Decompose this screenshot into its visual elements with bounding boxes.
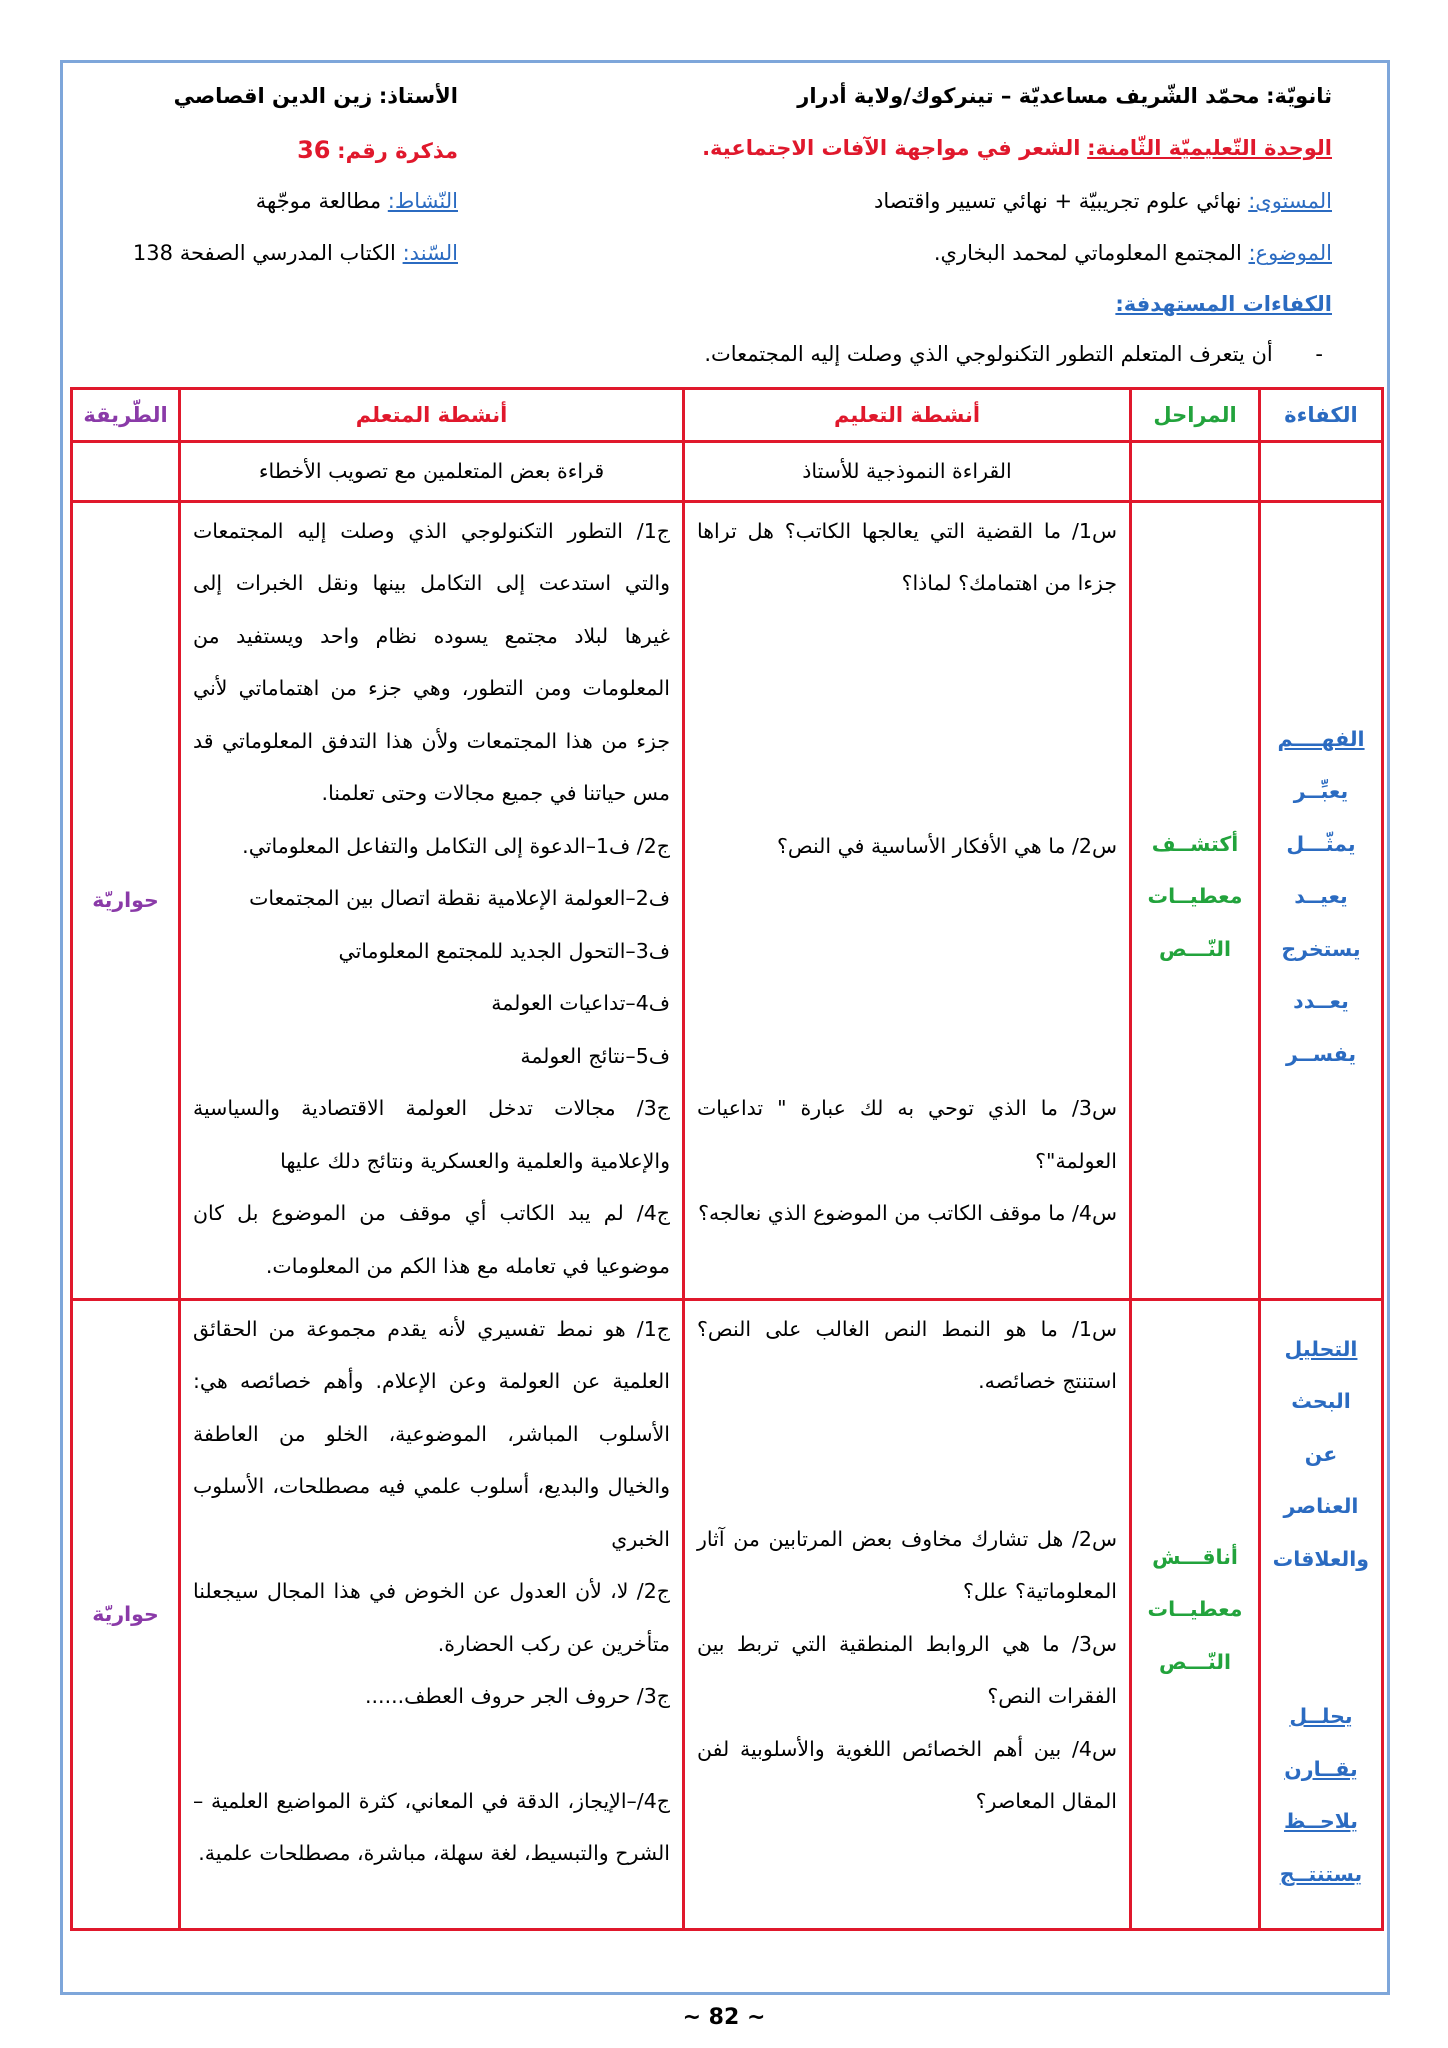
competencies-title: الكفاءات المستهدفة: (1115, 292, 1332, 316)
teacher-line (174, 84, 458, 108)
activity-label: النّشاط: (387, 189, 458, 213)
level-line (874, 189, 1332, 213)
competency-verb: يعبِّــر (1293, 779, 1349, 803)
activity-value: مطالعة موجّهة (255, 189, 382, 213)
teaching-question: س1/ ما القضية التي يعالجها الكاتب؟ هل تراها جزءا من اهتمامك؟ لماذا؟ (697, 518, 1117, 595)
header-learner: أنشطة المتعلم (180, 389, 684, 442)
competency-verb: يحلــل (1289, 1704, 1353, 1728)
memo-label: مذكرة رقم: (337, 139, 458, 163)
teaching-question: س4/ ما موقف الكاتب من الموضوع الذي نعالجه؟ (698, 1201, 1117, 1225)
learner-answer: ج1/ التطور التكنولوجي الذي وصلت إليه المجتمعات والتي استدعت إلى التكامل بينها ونقل الخبرات إلى غيرها لبلاد مجتمع يسوده نظام واحد ويستفيد من المعلومات ومن التطور، وهي جزء من اهتماماتي لأني جزء من هذا المجتمعات ولأن هذا التدفق المعلوماتي قد مس حياتنا في جميع مجالات وحتى تعلمنا. (193, 518, 670, 805)
method-cell (72, 501, 180, 1299)
learner-answer: ج2/ لا، لأن العدول عن الخوض في هذا المجال سيجعلنا متأخرين عن ركب الحضارة. (193, 1579, 670, 1656)
method-label: حواريّة (92, 887, 159, 912)
competencies-heading (1115, 292, 1332, 316)
stage-word: أكتشــف (1151, 831, 1239, 856)
intro-method-cell (72, 442, 180, 502)
page-number: ~ 82 ~ (682, 2005, 766, 2030)
learner-answer: ف3–التحول الجديد للمجتمع المعلوماتي (338, 938, 670, 963)
school-line (797, 84, 1332, 108)
stage-word: النّـــص (1158, 936, 1232, 961)
competency-verb: يستنتــج (1279, 1861, 1363, 1886)
topic-value: المجتمع المعلوماتي لمحمد البخاري. (933, 241, 1242, 265)
header-teaching: أنشطة التعليم (684, 389, 1131, 442)
method-cell (72, 1299, 180, 1929)
stage-word: النّـــص (1158, 1649, 1232, 1674)
level-value: نهائي علوم تجريبيّة + نهائي تسيير واقتصاد (874, 189, 1242, 213)
topic-label: الموضوع: (1248, 241, 1332, 265)
teaching-question: س3/ ما الذي توحي به لك عبارة " تداعيات العولمة"؟ (697, 1096, 1117, 1173)
method-label: حواريّة (92, 1601, 159, 1626)
header-method: الطّريقة (72, 389, 180, 442)
table-row (72, 501, 1383, 1299)
level-label: المستوى: (1248, 189, 1332, 213)
intro-learner: قراءة بعض المتعلمين مع تصويب الأخطاء (180, 442, 684, 502)
competency-word: والعلاقات (1272, 1546, 1369, 1571)
intro-row (72, 442, 1383, 502)
competency-verb: يمثّـــل (1286, 831, 1356, 856)
intro-competency-cell (1260, 442, 1383, 502)
header-competency: الكفاءة (1260, 389, 1383, 442)
unit-label: الوحدة التّعليميّة الثّامنة: (1087, 136, 1332, 160)
lesson-table (70, 387, 1384, 1931)
teaching-question: س1/ ما هو النمط النص الغالب على النص؟ استنتج خصائصه. (697, 1316, 1117, 1393)
goal-line (704, 342, 1323, 366)
teaching-question: س2/ ما هي الأفكار الأساسية في النص؟ (776, 833, 1117, 858)
unit-value: الشعر في مواجهة الآفات الاجتماعية. (702, 136, 1081, 160)
learner-answer: ج4/–الإيجاز، الدقة في المعاني، كثرة المواضيع العلمية –الشرح والتبسيط، لغة سهلة، مباشرة، مصطلحات علمية. (193, 1788, 670, 1865)
stage-word: معطيــات (1147, 884, 1243, 908)
topic-line (934, 241, 1332, 265)
competency-word: البحث (1291, 1389, 1351, 1413)
stage-cell (1131, 1299, 1260, 1929)
source-value: الكتاب المدرسي الصفحة 138 (132, 241, 396, 265)
competency-verb: يستخرج (1281, 936, 1361, 961)
learner-answer: ج1/ هو نمط تفسيري لأنه يقدم مجموعة من الحقائق العلمية عن العولمة وعن الإعلام. وأهم خصائصه هي: الأسلوب المباشر، الموضوعية، الخلو من العاطفة والخيال والبديع، أسلوب علمي فيه مصطلحات، الأسلوب الخبري (193, 1316, 670, 1551)
memo-number: 36 (297, 136, 331, 164)
unit-line (702, 136, 1332, 160)
competency-verb: يقــارن (1284, 1756, 1358, 1781)
table-row (72, 1299, 1383, 1929)
goal-dash: - (1315, 342, 1323, 366)
learner-answer: ف2–العولمة الإعلامية نقطة اتصال بين المجتمعات (249, 886, 670, 910)
header-stages: المراحل (1131, 389, 1260, 442)
teaching-cell (684, 1299, 1131, 1929)
source-line (133, 241, 458, 265)
teacher-label: الأستاذ: (378, 84, 458, 108)
competency-cell (1260, 501, 1383, 1299)
learner-cell (180, 501, 684, 1299)
competency-title: التحليل (1284, 1336, 1358, 1361)
activity-line (256, 189, 458, 213)
teaching-question: س3/ ما هي الروابط المنطقية التي تربط بين الفقرات النص؟ (697, 1631, 1117, 1708)
learner-answer: ف4–تداعيات العولمة (491, 991, 670, 1015)
learner-cell (180, 1299, 684, 1929)
stage-cell (1131, 501, 1260, 1299)
school-label: ثانويّة: (1266, 84, 1332, 108)
stage-word: معطيــات (1147, 1597, 1243, 1621)
learner-answer: ج3/ حروف الجر حروف العطف...... (365, 1684, 670, 1708)
memo-line (297, 136, 458, 164)
learner-answer: ج2/ ف1–الدعوة إلى التكامل والتفاعل المعلوماتي. (242, 833, 670, 858)
competency-word: عن (1304, 1441, 1338, 1466)
table-header-row (72, 389, 1383, 442)
intro-teaching: القراءة النموذجية للأستاذ (684, 442, 1131, 502)
competency-title: الفهــــم (1277, 726, 1365, 751)
teaching-question: س4/ بين أهم الخصائص اللغوية والأسلوبية لفن المقال المعاصر؟ (697, 1736, 1117, 1813)
stage-word: أناقـــش (1152, 1544, 1238, 1569)
learner-answer: ف5–نتائج العولمة (520, 1043, 670, 1068)
learner-answer: ج3/ مجالات تدخل العولمة الاقتصادية والسياسية والإعلامية والعلمية والعسكرية ونتائج دلك عليها (193, 1096, 670, 1173)
teaching-question: س2/ هل تشارك مخاوف بعض المرتابين من آثار المعلوماتية؟ علل؟ (697, 1526, 1117, 1603)
competency-verb: يفســر (1285, 1041, 1357, 1066)
intro-stage-cell (1131, 442, 1260, 502)
teaching-cell (684, 501, 1131, 1299)
competency-verb: يلاحــظ (1283, 1809, 1358, 1833)
school-value: محمّد الشّريف مساعديّة – تينركوك/ولاية أدرار (797, 84, 1260, 108)
goal-text: أن يتعرف المتعلم التطور التكنولوجي الذي وصلت إليه المجتمعات. (704, 342, 1273, 366)
competency-word: العناصر (1283, 1494, 1359, 1518)
competency-verb: يعيــد (1294, 884, 1348, 908)
competency-cell (1260, 1299, 1383, 1929)
source-label: السّند: (402, 241, 458, 265)
teacher-value: زين الدين اقصاصي (173, 84, 373, 108)
learner-answer: ج4/ لم يبد الكاتب أي موقف من الموضوع بل كان موضوعيا في تعامله مع هذا الكم من المعلومات. (193, 1201, 670, 1278)
competency-verb: يعــدد (1293, 989, 1349, 1013)
